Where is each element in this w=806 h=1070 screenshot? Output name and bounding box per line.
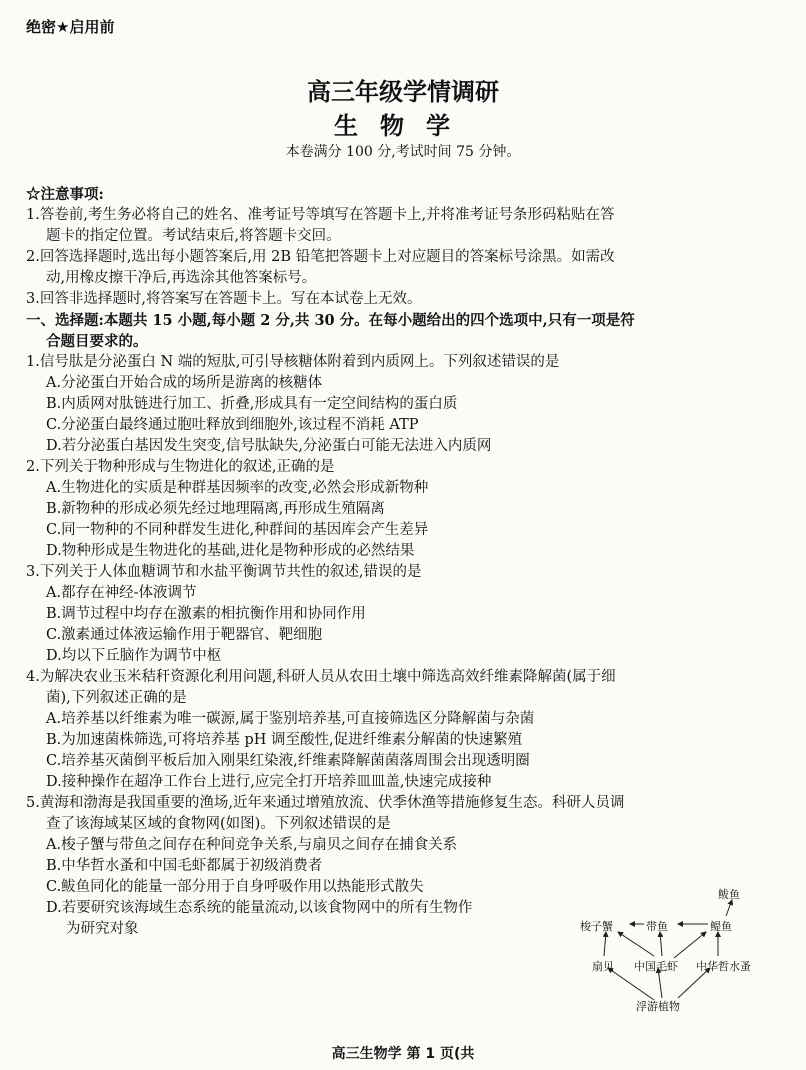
option: C.激素通过体液运输作用于靶器官、靶细胞: [46, 627, 323, 643]
node-hairtail: 带鱼: [646, 920, 668, 933]
option: A.培养基以纤维素为唯一碳源,属于鉴别培养基,可直接筛选区分降解菌与杂菌: [46, 711, 535, 727]
node-copepod: 中华哲水蚤: [696, 960, 751, 973]
food-web-arrows: [578, 884, 778, 1014]
question-5-stem-cont: 查了该海域某区域的食物网(如图)。下列叙述错误的是: [46, 816, 391, 832]
notice-heading-text: 注意事项:: [40, 186, 104, 203]
question-3-stem: 3.下列关于人体血糖调节和水盐平衡调节共性的叙述,错误的是: [26, 564, 422, 580]
option: B.新物种的形成必须先经过地理隔离,再形成生殖隔离: [46, 501, 385, 517]
option: D.接种操作在超净工作台上进行,应完全打开培养皿皿盖,快速完成接种: [46, 774, 492, 790]
notice-item: 动,用橡皮擦干净后,再选涂其他答案标号。: [46, 270, 317, 286]
option: B.为加速菌株筛选,可将培养基 pH 调至酸性,促进纤维素分解菌的快速繁殖: [46, 732, 523, 748]
exam-content: [26, 184, 786, 940]
option: C.分泌蛋白最终通过胞吐释放到细胞外,该过程不消耗 ATP: [46, 417, 419, 433]
question-4-stem-cont: 菌),下列叙述正确的是: [46, 690, 187, 706]
exam-subject: 生物学: [334, 111, 472, 140]
option: A.分泌蛋白开始合成的场所是游离的核糖体: [46, 375, 323, 391]
notice-item: 1.答卷前,考生务必将自己的姓名、准考证号等填写在答题卡上,并将准考证号条形码粘贴在答: [26, 207, 615, 223]
option: B.内质网对肽链进行加工、折叠,形成具有一定空间结构的蛋白质: [46, 396, 458, 412]
notice-item: 3.回答非选择题时,将答案写在答题卡上。写在本试卷上无效。: [26, 291, 422, 307]
option: B.中华哲水蚤和中国毛虾都属于初级消费者: [46, 858, 323, 874]
section-heading: 一、选择题:本题共 15 小题,每小题 2 分,共 30 分。在每小题给出的四个选项中,只有一项是符: [26, 312, 635, 329]
node-anchovy: 鳀鱼: [710, 920, 732, 933]
option: C.培养基灭菌倒平板后加入刚果红染液,纤维素降解菌菌落周围会出现透明圈: [46, 753, 530, 769]
node-spanish-mackerel: 鲅鱼: [718, 888, 740, 901]
option: A.都存在神经-体液调节: [46, 585, 197, 601]
food-web-diagram: [578, 884, 778, 1014]
node-swimming-crab: 梭子蟹: [580, 920, 613, 933]
page-footer: 高三生物学 第 1 页(共: [331, 1046, 475, 1062]
exam-title: 高三年级学情调研: [307, 77, 499, 106]
option: A.梭子蟹与带鱼之间存在种间竞争关系,与扇贝之间存在捕食关系: [46, 837, 458, 853]
option: B.调节过程中均存在激素的相抗衡作用和协同作用: [46, 606, 366, 622]
question-5-stem: 5.黄海和渤海是我国重要的渔场,近年来通过增殖放流、伏季休渔等措施修复生态。科研人员调: [26, 795, 625, 811]
exam-info: 本卷满分 100 分,考试时间 75 分钟。: [285, 144, 521, 160]
secret-label: 绝密★启用前: [26, 18, 115, 36]
option: A.生物进化的实质是种群基因频率的改变,必然会形成新物种: [46, 480, 429, 496]
option: D.均以下丘脑作为调节中枢: [46, 648, 222, 664]
notice-heading: ☆注意事项:: [26, 186, 104, 203]
option: D.物种形成是生物进化的基础,进化是物种形成的必然结果: [46, 543, 415, 559]
node-shrimp: 中国毛虾: [634, 960, 678, 973]
question-2-stem: 2.下列关于物种形成与生物进化的叙述,正确的是: [26, 459, 335, 475]
option: C.同一物种的不同种群发生进化,种群间的基因库会产生差异: [46, 522, 429, 538]
node-scallop: 扇贝: [592, 960, 614, 973]
section-heading-cont: 合题目要求的。: [46, 333, 148, 350]
option: D.若分泌蛋白基因发生突变,信号肽缺失,分泌蛋白可能无法进入内质网: [46, 438, 492, 454]
option: C.鲅鱼同化的能量一部分用于自身呼吸作用以热能形式散失: [46, 879, 424, 895]
notice-item: 2.回答选择题时,选出每小题答案后,用 2B 铅笔把答题卡上对应题目的答案标号涂黑。如需改: [26, 249, 615, 265]
notice-item: 题卡的指定位置。考试结束后,将答题卡交回。: [46, 228, 341, 244]
node-phytoplankton: 浮游植物: [636, 1000, 680, 1013]
question-4-stem: 4.为解决农业玉米秸秆资源化利用问题,科研人员从农田土壤中筛选高效纤维素降解菌(属于细: [26, 669, 616, 685]
option: D.若要研究该海域生态系统的能量流动,以该食物网中的所有生物作: [46, 900, 473, 916]
question-1-stem: 1.信号肽是分泌蛋白 N 端的短肽,可引导核糖体附着到内质网上。下列叙述错误的是: [26, 354, 560, 370]
option-cont: 为研究对象: [66, 921, 139, 937]
